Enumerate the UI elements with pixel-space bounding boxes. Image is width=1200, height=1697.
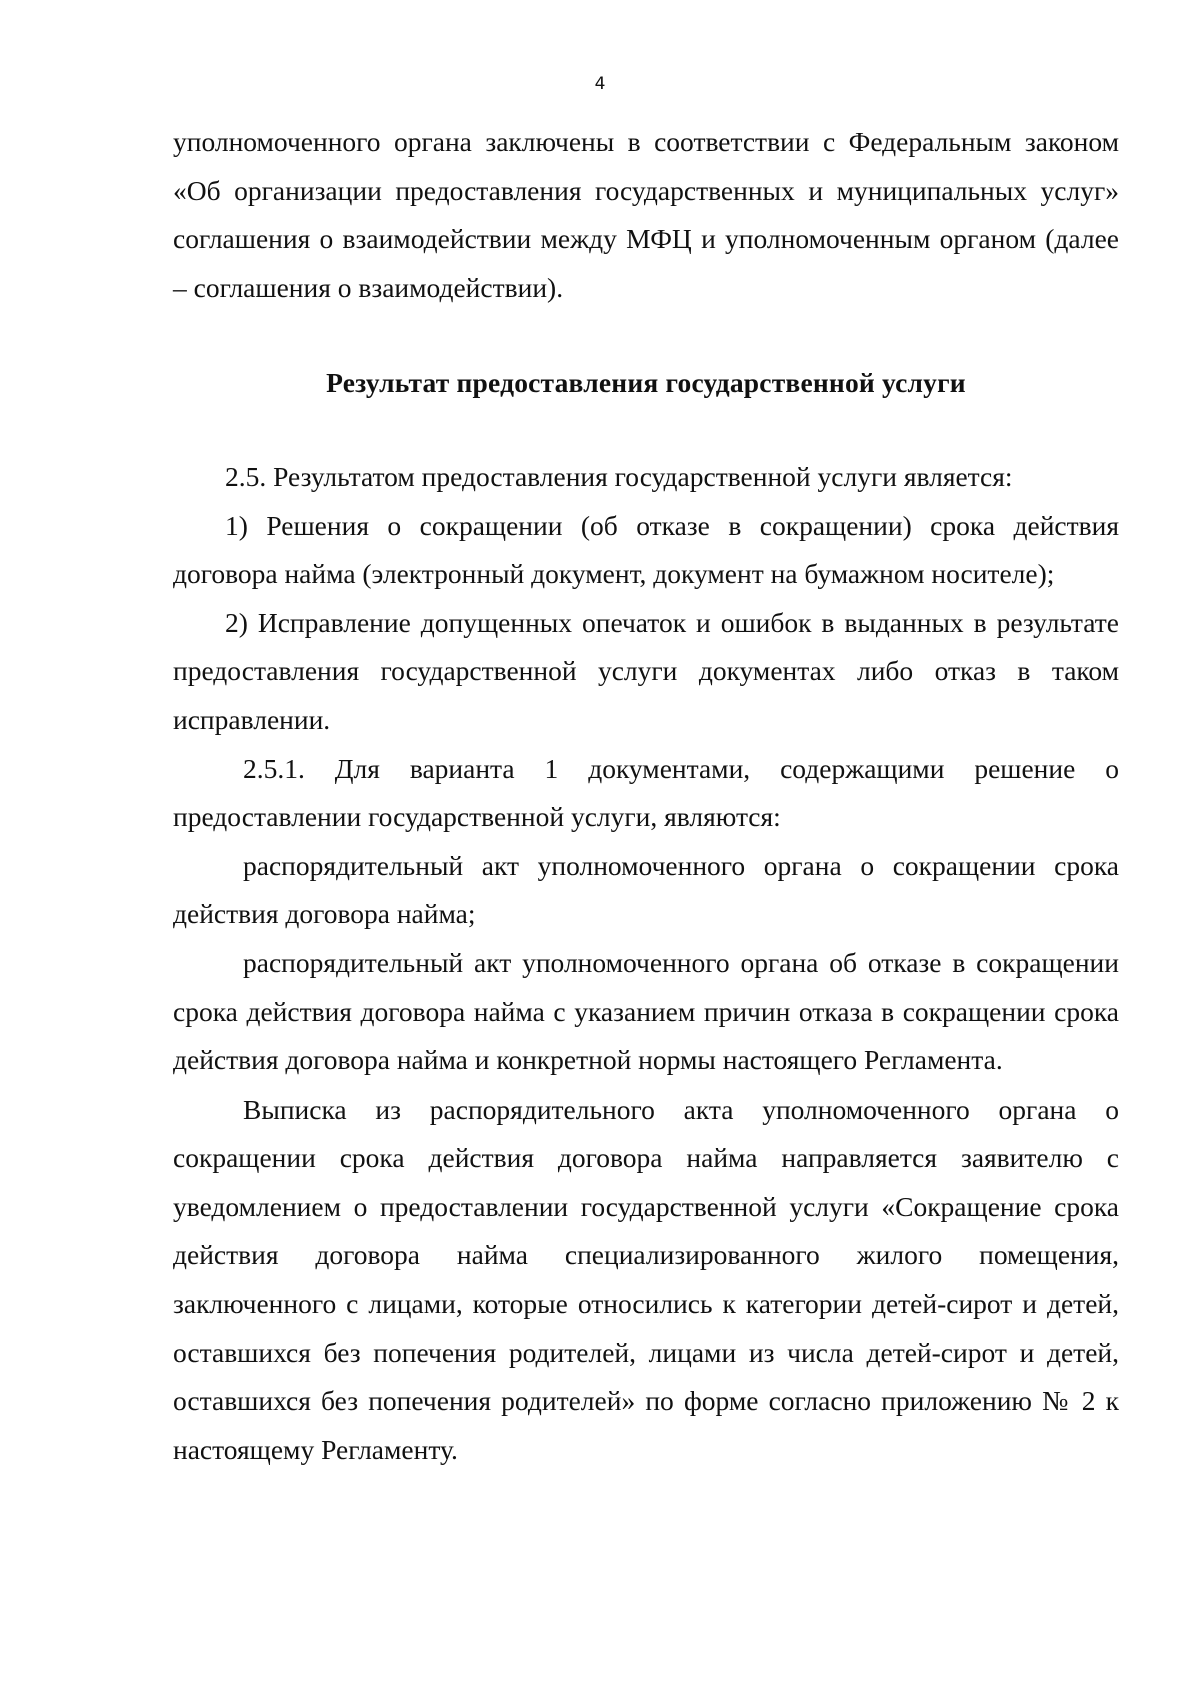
document-body <box>173 118 1119 1474</box>
paragraph-2-5: 2.5. Результатом предоставления государственной услуги является: <box>225 460 1013 492</box>
page-number: 4 <box>594 74 606 94</box>
list-item-1: 1) Решения о сокращении (об отказе в сокращении) срока действия договора найма (электронный документ, документ на бумажном носителе); <box>173 509 1119 590</box>
section-heading: Результат предоставления государственной услуги <box>326 367 966 399</box>
paragraph-continuation: уполномоченного органа заключены в соответствии с Федеральным законом «Об организации предоставления государственных и муниципальных услуг» соглашения о взаимодействии между МФЦ и уполномоченным органом (далее – соглашения о взаимодействии). <box>173 126 1119 303</box>
list-item-2: 2) Исправление допущенных опечаток и ошибок в выданных в результате предоставления государственной услуги документах либо отказ в таком исправлении. <box>173 606 1119 735</box>
paragraph-extract: Выписка из распорядительного акта уполномоченного органа о сокращении срока действия договора найма направляется заявителю с уведомлением о предоставлении государственной услуги «Сокращение срока действия договора найма специализированного жилого помещения, заключенного с лицами, которые относились к категории детей-сирот и детей, оставшихся без попечения родителей, лицами из числа детей-сирот и детей, оставшихся без попечения родителей» по форме согласно приложению № 2 к настоящему Регламенту. <box>173 1093 1119 1465</box>
paragraph-act-2: распорядительный акт уполномоченного органа об отказе в сокращении срока действия договора найма с указанием причин отказа в сокращении срока действия договора найма и конкретной нормы настоящего Регламента. <box>173 946 1119 1076</box>
paragraph-act-1: распорядительный акт уполномоченного органа о сокращении срока действия договора найма; <box>173 849 1119 930</box>
paragraph-2-5-1: 2.5.1. Для варианта 1 документами, содержащими решение о предоставлении государственной услуги, являются: <box>173 752 1119 833</box>
